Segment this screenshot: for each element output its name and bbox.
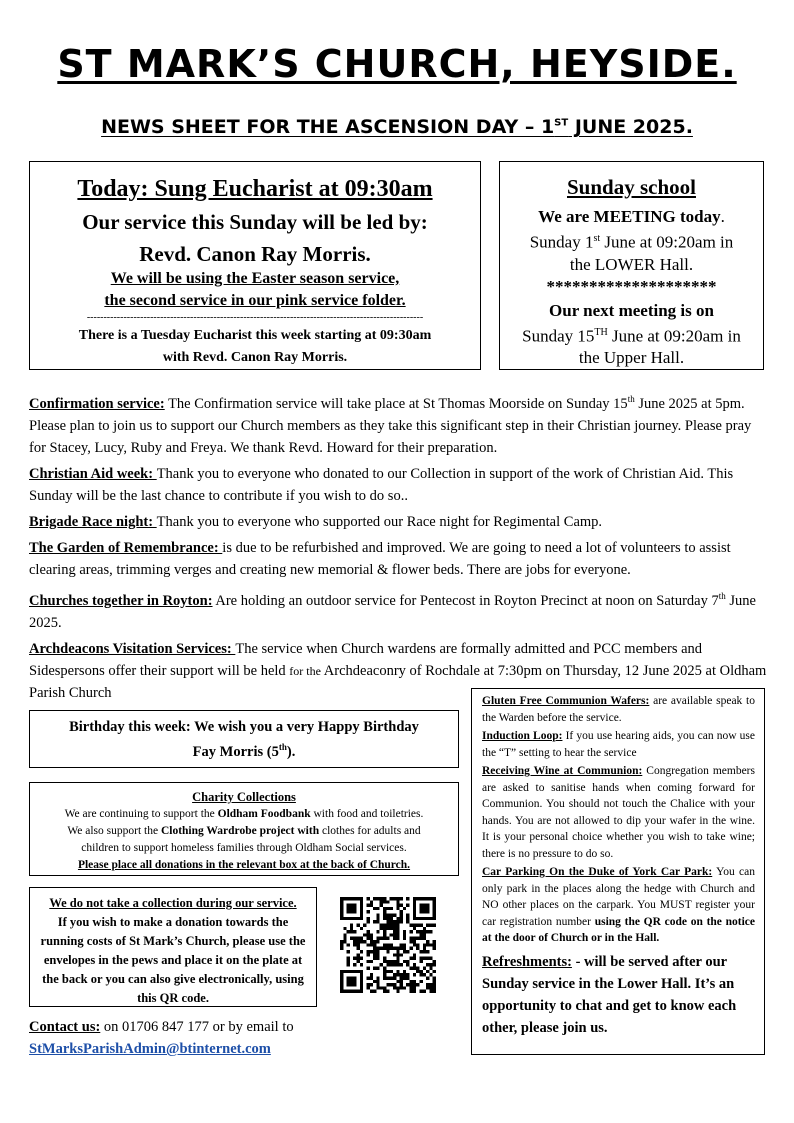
collection-box — [29, 887, 317, 1007]
loop-heading: Induction Loop: — [482, 730, 563, 742]
wine-item — [482, 763, 755, 862]
charity-line-1 — [30, 806, 458, 823]
place-line-1: the LOWER Hall. — [569, 254, 694, 274]
meeting-end: . — [720, 207, 725, 226]
collection-heading: We do not take a collection during our service. — [49, 896, 297, 910]
charity-l1-post: with food and toiletries. — [310, 808, 424, 820]
royton-sup: th — [718, 590, 726, 601]
confirmation-text: The Confirmation service will take place at St Thomas Moorside on Sunday 15 — [164, 395, 628, 412]
ref-text: - will be served after our Sunday service in the Lower Hall. It’s an opportunity to chat and get to know each other, please join us. — [482, 953, 737, 1036]
gf-heading: Gluten Free Communion Wafers: — [482, 695, 650, 707]
charity-heading: Charity Collections — [192, 790, 296, 804]
birthday-name: Fay Morris (5 — [192, 743, 279, 760]
subtitle-text: NEWS SHEET FOR THE ASCENSION DAY – 1 — [101, 116, 555, 138]
meeting-line — [500, 206, 763, 228]
birthday-line-1: Birthday this week: We wish you a very Happy Birthday — [69, 719, 419, 735]
easter-line-2: the second service in our pink service folder. — [104, 292, 406, 309]
date2-post: June at 09:20am in — [607, 326, 741, 346]
charity-l2-post: clothes for adults and — [319, 825, 421, 837]
qr-code-icon[interactable] — [340, 897, 436, 993]
sunday-school-heading: Sunday school — [567, 175, 696, 199]
car-parking-item — [482, 864, 755, 947]
car-heading: Car Parking On the Duke of York Car Park: — [482, 866, 713, 878]
date1-pre: Sunday 1 — [529, 232, 594, 252]
garden-text: is due to be refurbished and improved. We are going to need a lot of volunteers to assist clearing areas, trimming verges and creating new memorial & flower beds. There are jobs for everyone. — [29, 539, 731, 578]
meeting-bold: We are MEETING today — [538, 207, 721, 226]
next-meeting: Our next meeting is on — [549, 300, 714, 320]
info-box — [471, 688, 765, 1055]
charity-l1-pre: We are continuing to support the — [64, 808, 218, 820]
garden-notice — [29, 537, 767, 581]
subtitle-end: JUNE 2025. — [568, 116, 693, 138]
confirmation-notice — [29, 388, 767, 459]
arch-small: for the — [289, 663, 321, 678]
page-title: ST MARK’S CHURCH, HEYSIDE. — [57, 42, 737, 86]
date-line-1 — [500, 228, 763, 254]
contact-line — [29, 1016, 469, 1038]
royton-heading: Churches together in Royton: — [29, 592, 213, 609]
subtitle-sup: ST — [554, 117, 569, 129]
royton-notice — [29, 585, 767, 634]
tuesday-line-1: There is a Tuesday Eucharist this week starting at 09:30am — [78, 328, 432, 343]
royton-text: Are holding an outdoor service for Pentecost in Royton Precinct at noon on Saturday 7 — [212, 592, 719, 609]
separator: ----------------------------------------------------------------------------------------------------- — [86, 312, 424, 323]
stars-line: ******************** — [546, 276, 717, 296]
aid-heading: Christian Aid week: — [29, 465, 157, 482]
page-subtitle — [0, 116, 794, 138]
birthday-line-2 — [30, 737, 458, 762]
gf-text: are available speak to the Warden before the service. — [482, 695, 756, 724]
arch-text: The service when Church wardens are formally admitted and PCC members and Sidespersons offer their support will be held — [29, 640, 703, 679]
brigade-heading: Brigade Race night: — [29, 513, 157, 530]
arch-heading: Archdeacons Visitation Services: — [29, 640, 236, 657]
brigade-notice — [29, 511, 767, 533]
date2-sup: TH — [594, 326, 608, 338]
easter-line-1: We will be using the Easter season service, — [110, 270, 400, 287]
birthday-end: ). — [286, 743, 296, 760]
charity-l2-bold: Clothing Wardrobe project with — [160, 825, 320, 837]
loop-text: If you use hearing aids, you can now use the “T” setting to hear the service — [482, 730, 755, 759]
charity-l2-pre: We also support the — [67, 825, 161, 837]
email-link[interactable]: StMarksParishAdmin@btinternet.com — [29, 1041, 271, 1057]
gluten-free-item — [482, 693, 755, 726]
notices — [29, 388, 767, 708]
car-bold: using the QR code on the notice at the door of Church or in the Hall. — [482, 915, 756, 944]
brigade-text: Thank you to everyone who supported our Race night for Regimental Camp. — [156, 513, 603, 530]
car-text: You can only park in the places along the hedge with Church and NO other places on the carpark. You MUST register your car registration number — [482, 866, 755, 928]
date-line-2 — [500, 322, 763, 348]
collection-body: If you wish to make a donation towards the running costs of St Mark’s Church, please use the envelopes in the pews and place it on the plate at the back or you can also give electronically, using this QR code. — [40, 915, 306, 1005]
christian-aid-notice — [29, 463, 767, 507]
charity-line-4: Please place all donations in the relevant box at the back of Church. — [77, 859, 411, 871]
tuesday-line-2: with Revd. Canon Ray Morris. — [162, 350, 348, 365]
confirmation-heading: Confirmation service: — [29, 395, 165, 412]
led-by-line-1: Our service this Sunday will be led by: — [82, 210, 428, 234]
date1-post: June at 09:20am in — [600, 232, 734, 252]
induction-loop-item — [482, 728, 755, 761]
contact-label: Contact us: — [29, 1019, 101, 1035]
confirmation-sup: th — [627, 394, 635, 404]
place-line-2: the Upper Hall. — [578, 348, 685, 368]
refreshments-item — [482, 951, 755, 1039]
contact-text: on 01706 847 177 or by email to — [100, 1019, 294, 1035]
charity-l1-bold: Oldham Foodbank — [217, 808, 311, 820]
wine-heading: Receiving Wine at Communion: — [482, 765, 643, 777]
charity-line-2 — [30, 823, 458, 840]
date2-pre: Sunday 15 — [522, 326, 595, 346]
birthday-box — [29, 710, 459, 768]
contact-section — [29, 1016, 469, 1060]
confirmation-text-2: June 2025 at 5pm. Please plan to join us to support our Church members as they take this significant step in their Christian journey. Please pray for Stacey, Lucy, Ruby and Freya. We thank Revd. Howard for their preparation. — [29, 395, 752, 456]
charity-line-3: children to support homeless families through Oldham Social services. — [81, 842, 407, 854]
date1-sup: st — [593, 233, 601, 244]
wine-text: Congregation members are asked to sanitise hands when coming forward for Communion. You should not touch the Chalice with your hands. You are not allowed to dip your wafer in the wine. It is your personal choice whether you wish to take wine; there is no pressure to do so. — [482, 765, 755, 860]
service-heading: Today: Sung Eucharist at 09:30am — [77, 176, 433, 202]
led-by-line-2: Revd. Canon Ray Morris. — [139, 242, 371, 266]
service-box — [29, 161, 481, 370]
birthday-sup: th — [278, 742, 287, 752]
royton-text-2: June 2025. — [29, 592, 756, 631]
sunday-school-box — [499, 161, 764, 370]
charity-box — [29, 782, 459, 876]
arch-text-2: Archdeaconry of Rochdale at 7:30pm on Thursday, 12 June 2025 at Oldham Parish Church — [29, 662, 767, 701]
aid-text: Thank you to everyone who donated to our Collection in support of the work of Christian Aid. This Sunday will be the last chance to contribute if you wish to do so.. — [29, 465, 734, 504]
garden-heading: The Garden of Remembrance: — [29, 539, 223, 556]
ref-heading: Refreshments: — [482, 953, 572, 970]
